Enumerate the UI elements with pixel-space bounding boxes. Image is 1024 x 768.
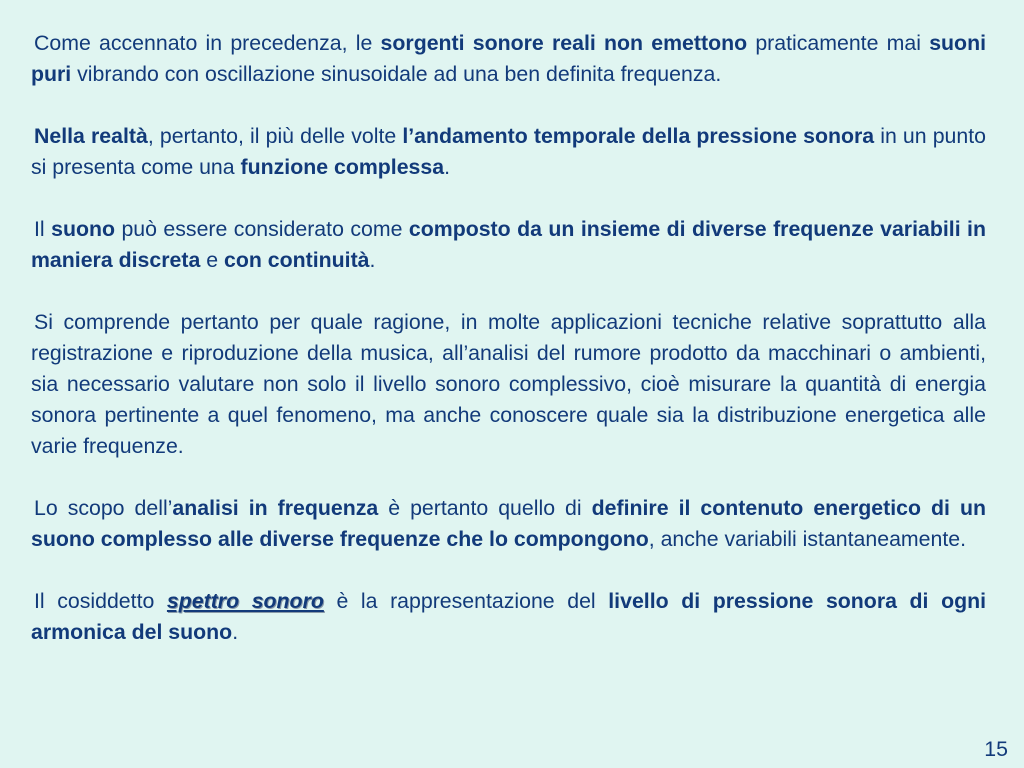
text-run: Lo scopo dell’ <box>34 496 173 520</box>
emphasis-run: l’andamento temporale della pressione sonora <box>402 124 875 148</box>
paragraph-analisi-frequenza <box>31 493 986 555</box>
emphasis-run: suono <box>51 217 115 241</box>
emphasis-run: livello di pressione sonora di ogni armonica del suono <box>31 589 987 644</box>
emphasis-run: definire il contenuto energetico di un suono complesso alle diverse frequenze che lo compongono <box>31 496 986 551</box>
text-run: e <box>200 248 224 272</box>
emphasis-run: con continuità <box>223 248 370 272</box>
paragraph-il-suono <box>31 214 986 276</box>
text-run: . <box>369 248 376 272</box>
page-number: 15 <box>984 737 1008 761</box>
spettro-sonoro-term: spettro sonoro <box>166 589 324 613</box>
emphasis-run: composto da un insieme di diverse frequenze variabili in maniera discreta <box>31 217 986 272</box>
text-run: in un punto si presenta come una <box>31 124 987 179</box>
paragraph-sorgenti-sonore <box>31 28 986 90</box>
text-run: vibrando con oscillazione sinusoidale ad una ben definita frequenza. <box>71 62 722 86</box>
text-run: è la rappresentazione del <box>323 589 609 613</box>
text-run: , anche variabili istantaneamente. <box>648 527 967 551</box>
text-run: Come accennato in precedenza, le <box>34 31 381 55</box>
text-run: Il cosiddetto <box>34 589 167 613</box>
text-run: può essere considerato come <box>115 217 409 241</box>
emphasis-run: suoni puri <box>31 31 986 86</box>
text-run: praticamente mai <box>747 31 930 55</box>
text-run: Si comprende pertanto per quale ragione, in molte applicazioni tecniche relative soprattutto alla registrazione e riproduzione della musica, all’analisi del rumore prodotto da macchinari o ambienti, sia necessario valutare non solo il livello sonoro complessivo, cioè misurare la quantità di energia sonora pertinente a quel fenomeno, ma anche conoscere quale sia la distribuzione energetica alle varie frequenze. <box>31 310 986 458</box>
paragraph-si-comprende <box>31 307 986 462</box>
emphasis-run: Nella realtà <box>34 124 148 148</box>
text-run: . <box>444 155 451 179</box>
slide-body <box>31 28 986 648</box>
paragraph-nella-realta <box>31 121 986 183</box>
emphasis-run: funzione complessa <box>240 155 445 179</box>
text-run: Il <box>34 217 52 241</box>
emphasis-run: sorgenti sonore reali non emettono <box>380 31 748 55</box>
text-run: . <box>232 620 239 644</box>
text-run: , pertanto, il più delle volte <box>147 124 403 148</box>
paragraph-spettro-sonoro <box>31 586 986 648</box>
emphasis-run: analisi in frequenza <box>172 496 379 520</box>
text-run: è pertanto quello di <box>378 496 592 520</box>
